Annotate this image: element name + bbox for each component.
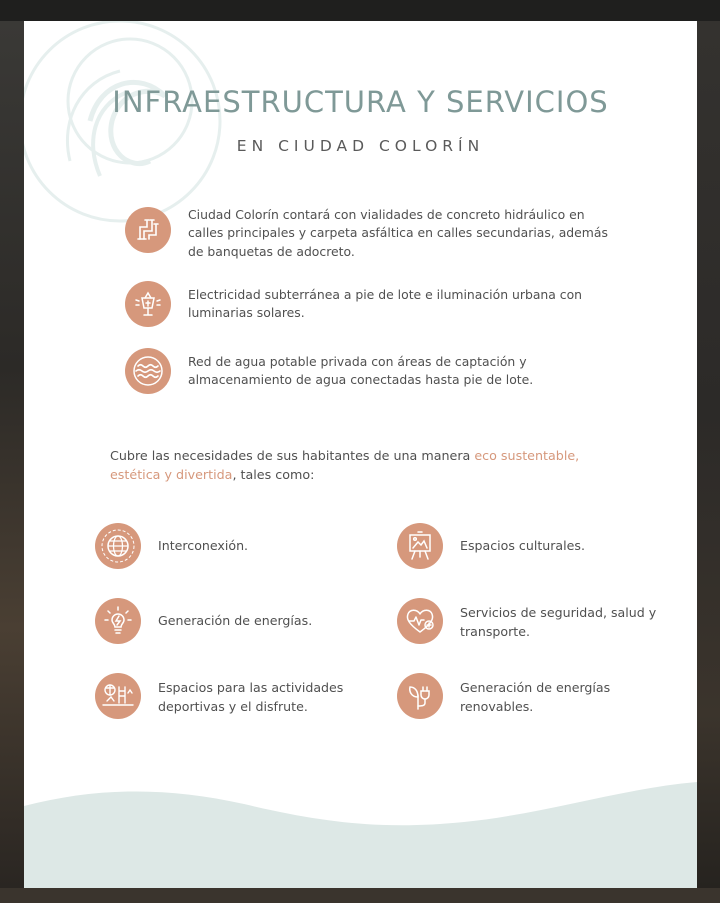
feature-text: Red de agua potable privada con áreas de captación y almacenamiento de agua conectadas hasta pie de lote. <box>188 354 534 388</box>
intro-highlight: eco sustentable, estética y divertida <box>110 448 580 482</box>
service-label: Servicios de seguridad, salud y transporte. <box>460 605 657 639</box>
page-title: INFRAESTRUCTURA Y SERVICIOS <box>112 85 609 119</box>
service-label: Espacios culturales. <box>460 538 585 553</box>
bottom-wave <box>24 768 697 888</box>
lightbulb-icon <box>95 598 141 644</box>
background-top <box>0 0 720 21</box>
feature-roads <box>125 207 615 267</box>
service-item <box>397 598 687 644</box>
feature-text: Electricidad subterránea a pie de lote e iluminación urbana con luminarias solares. <box>188 287 583 321</box>
service-item <box>95 598 385 644</box>
plant-plug-icon <box>397 673 443 719</box>
intro-paragraph <box>110 446 630 484</box>
easel-icon <box>397 523 443 569</box>
globe-icon <box>95 523 141 569</box>
feature-water <box>125 348 615 396</box>
heart-health-icon <box>397 598 443 644</box>
sports-icon <box>95 673 141 719</box>
background-bottom <box>0 888 720 903</box>
service-item <box>397 523 687 569</box>
service-item <box>95 673 385 719</box>
intro-text: Cubre las necesidades de sus habitantes de una manera <box>110 448 475 463</box>
service-item <box>95 523 385 569</box>
background-right <box>697 21 720 888</box>
pipes-icon <box>125 207 171 253</box>
service-label: Generación de energías. <box>158 613 313 628</box>
service-item <box>397 673 687 719</box>
service-label: Interconexión. <box>158 538 249 553</box>
feature-text: Ciudad Colorín contará con vialidades de concreto hidráulico en calles principales y carpeta asfáltica en calles secundarias, además de banquetas de adocreto. <box>188 207 608 259</box>
water-waves-icon <box>125 348 171 394</box>
street-lamp-icon <box>125 281 171 327</box>
service-label: Espacios para las actividades deportivas y el disfrute. <box>158 680 344 714</box>
page-subtitle: EN CIUDAD COLORÍN <box>236 137 485 155</box>
infographic-card <box>24 21 697 888</box>
service-label: Generación de energías renovables. <box>460 680 611 714</box>
feature-electricity <box>125 281 615 329</box>
intro-text-end: , tales como: <box>232 467 315 482</box>
background-left <box>0 21 24 888</box>
